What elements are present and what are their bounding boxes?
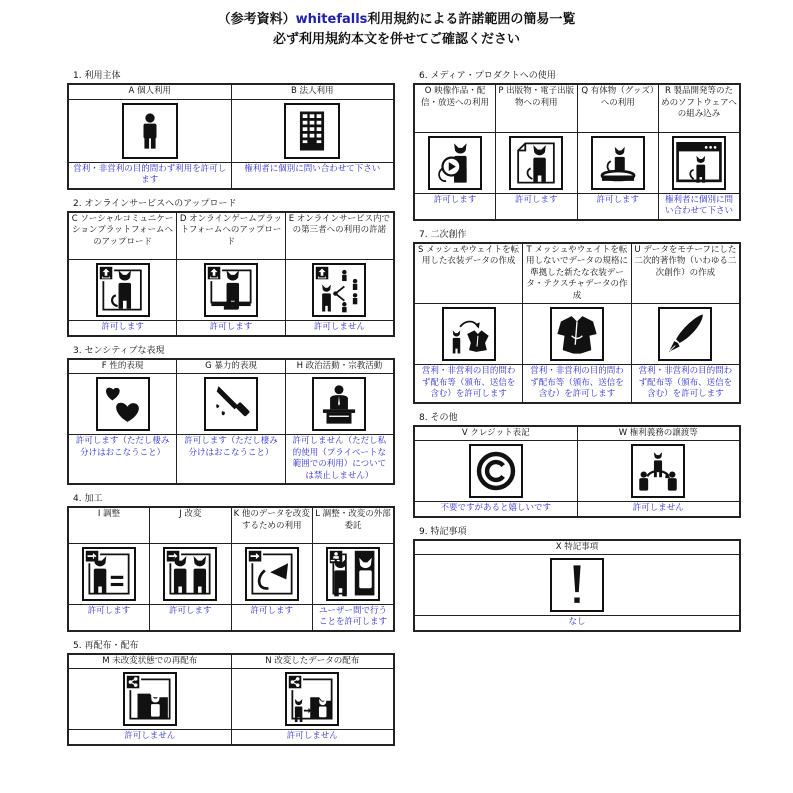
exclamation-icon: [550, 558, 604, 612]
title-line-1: （参考資料）whitefalls利用規約による許諾範囲の簡易一覧: [217, 12, 576, 27]
transfer-rights-icon: [631, 444, 685, 498]
section-title: 2. オンラインサービスへのアップロード: [73, 198, 237, 209]
permission-result: なし: [414, 616, 740, 631]
item-label: D オンラインゲームプラットフォームへのアップロード: [177, 212, 286, 260]
section-title: 7. 二次創作: [419, 229, 467, 240]
permission-result: 営利・非営利の目的問わず利用を許可します: [68, 162, 231, 189]
permission-result: 権利者に個別に問い合わせて下さい: [659, 193, 741, 220]
item-label: X 特記事項: [414, 540, 740, 555]
podium-speaker-icon: [312, 377, 366, 431]
knife-icon: [204, 377, 258, 431]
permission-table: [67, 506, 395, 632]
section-title: 1. 利用主体: [73, 71, 121, 81]
permission-table: [67, 211, 395, 337]
section-usage-subject: [67, 70, 395, 190]
permission-result: 営利・非営利の目的問わず配布等（頒布、送信を含む）を許可します: [523, 365, 632, 403]
permission-result: 許可します: [577, 193, 659, 220]
item-label: A 個人利用: [68, 84, 231, 99]
permission-result: 許可します: [231, 604, 313, 631]
section-title: 3. センシティブな表現: [73, 345, 165, 356]
video-play-icon: [428, 136, 482, 190]
pen-nib-icon: [658, 307, 712, 361]
person-icon: [122, 103, 178, 159]
permission-result: 許可しません: [285, 321, 394, 336]
item-label: V クレジット表記: [414, 426, 577, 441]
item-label: W 権利義務の譲渡等: [577, 426, 740, 441]
item-label: H 政治活動・宗教活動: [285, 359, 394, 374]
item-label: N 改変したデータの配布: [231, 654, 394, 669]
permission-result: 権利者に個別に問い合わせて下さい: [231, 162, 394, 189]
upload-avatar-icon: [96, 263, 150, 317]
section-derivative-works: [413, 229, 741, 404]
permission-result: 不要ですがあると嬉しいです: [414, 502, 577, 517]
parts-reuse-icon: [245, 547, 299, 601]
brand-name: whitefalls: [295, 12, 368, 27]
item-label: R 製品開発等のためのソフトウェアへの組み込み: [659, 84, 741, 132]
item-label: I 調整: [68, 507, 150, 543]
permission-table: [67, 653, 395, 746]
item-label: K 他のデータを改変するための利用: [231, 507, 313, 543]
item-label: F 性的表現: [68, 359, 177, 374]
item-label: S メッシュやウェイトを転用した衣装データの作成: [414, 243, 523, 304]
upload-monitor-icon: [204, 263, 258, 317]
avatar-to-clothes-icon: [442, 307, 496, 361]
item-label: U データをモチーフにした二次的著作物（いわゆる二次創作）の作成: [631, 243, 740, 304]
clothes-icon: [550, 307, 604, 361]
permission-result: 営利・非営利の目的問わず配布等（頒布、送信を含む）を許可します: [414, 365, 523, 403]
permission-result: ユーザー間で行うことを許可します: [313, 604, 395, 631]
left-column: [67, 70, 395, 754]
permission-result: 許可しません: [577, 502, 740, 517]
item-label: E オンラインサービス内での第三者への利用の許諾: [285, 212, 394, 260]
permission-result: 許可します（ただし棲み分けはおこなうこと）: [68, 435, 177, 485]
permission-result: 許可します: [68, 321, 177, 336]
share-folder-icon: [123, 672, 177, 726]
section-processing: [67, 493, 395, 632]
permission-table: [413, 425, 741, 518]
permission-table: [67, 358, 395, 486]
permission-result: 許可します: [68, 604, 150, 631]
section-sensitive-expression: [67, 345, 395, 486]
permission-result: 許可します: [150, 604, 232, 631]
item-label: M 未改変状態での再配布: [68, 654, 231, 669]
item-label: G 暴力的表現: [177, 359, 286, 374]
permission-table: [413, 83, 741, 221]
section-title: 4. 加工: [73, 494, 103, 504]
document-avatar-icon: [509, 136, 563, 190]
section-special-notes: [413, 526, 741, 632]
section-redistribution: [67, 640, 395, 746]
section-title: 9. 特記事項: [419, 526, 467, 537]
title-line-2: 必ず利用規約本文を併せてご確認ください: [272, 32, 520, 47]
right-column: [413, 70, 741, 640]
page-title: [0, 10, 793, 50]
share-modified-icon: [285, 672, 339, 726]
permission-result: 許可します（ただし棲み分けはおこなうこと）: [177, 435, 286, 485]
copyright-icon: [469, 444, 523, 498]
outsource-icon: [326, 547, 380, 601]
permission-result: 許可します: [496, 193, 578, 220]
modify-two-avatars-icon: [163, 547, 217, 601]
section-media-product: [413, 70, 741, 221]
permission-table: [413, 539, 741, 632]
permission-result: 営利・非営利の目的問わず配布等（頒布、送信を含む）を許可します: [631, 365, 740, 403]
item-label: Q 有体物（グッズ）への利用: [577, 84, 659, 132]
section-title: 6. メディア・プロダクトへの使用: [419, 71, 556, 81]
software-window-icon: [672, 136, 726, 190]
permission-result: 許可しません: [68, 730, 231, 745]
upload-share-users-icon: [312, 263, 366, 317]
permission-result: 許可します: [414, 193, 496, 220]
permission-result: 許可しません: [231, 730, 394, 745]
item-label: P 出版物・電子出版物への利用: [496, 84, 578, 132]
item-label: L 調整・改変の外部委託: [313, 507, 395, 543]
section-other: [413, 412, 741, 518]
figure-goods-icon: [591, 136, 645, 190]
permission-result: 許可します: [177, 321, 286, 336]
hearts-icon: [96, 377, 150, 431]
permission-table: [413, 242, 741, 404]
item-label: J 改変: [150, 507, 232, 543]
section-online-upload: [67, 198, 395, 337]
item-label: O 映像作品・配信・放送への利用: [414, 84, 496, 132]
permission-table: [67, 83, 395, 190]
item-label: B 法人利用: [231, 84, 394, 99]
item-label: T メッシュやウェイトを転用しないでデータの規格に準拠した新たな衣装データ・テクスチャデータの作成: [523, 243, 632, 304]
section-title: 5. 再配布・配布: [73, 640, 139, 651]
building-icon: [284, 103, 340, 159]
adjust-equal-icon: [82, 547, 136, 601]
item-label: C ソーシャルコミュニケーションプラットフォームへのアップロード: [68, 212, 177, 260]
section-title: 8. その他: [419, 412, 458, 423]
permission-result: 許可しません（ただし私的使用（プライベートな範囲での利用）については禁止しません）: [285, 435, 394, 485]
